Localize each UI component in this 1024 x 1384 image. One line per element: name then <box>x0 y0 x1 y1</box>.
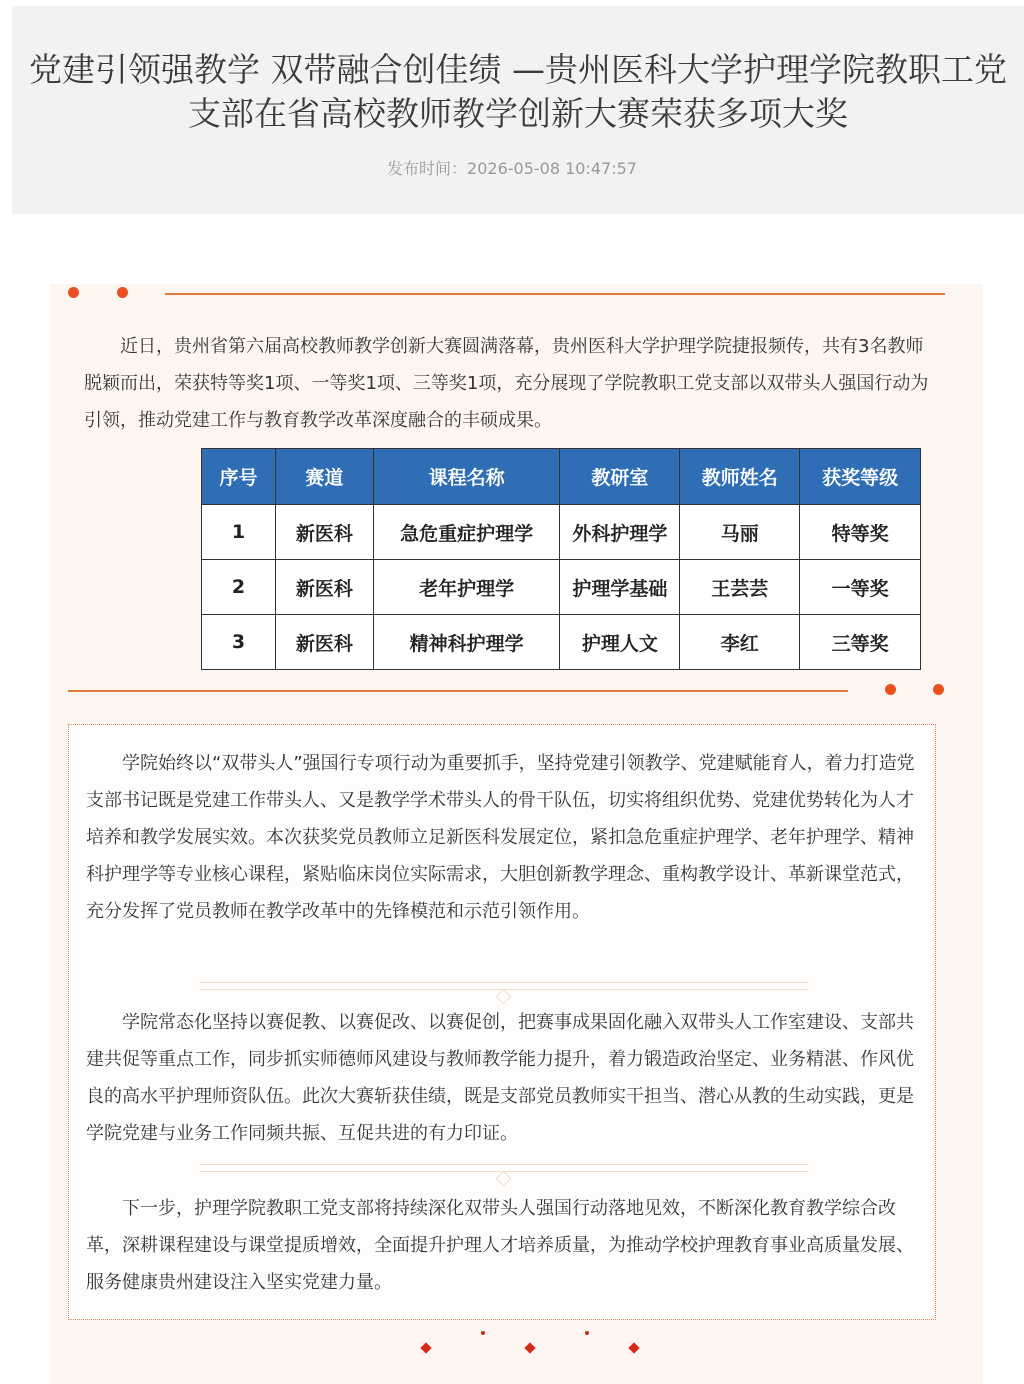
ornament-dot-icon <box>585 1331 589 1335</box>
publish-time-label: 发布时间： <box>387 159 468 178</box>
decor-dot <box>885 684 896 695</box>
article-title: 党建引领强教学 双带融合创佳绩 —贵州医科大学护理学院教职工党支部在省高校教师教学创新大赛荣获多项大奖 <box>29 50 1007 133</box>
table-header-row <box>202 449 921 505</box>
table-cell: 精神科护理学 <box>373 615 560 670</box>
table-row <box>202 560 921 615</box>
table-header-cell: 获奖等级 <box>800 449 921 505</box>
body-paragraph: 下一步，护理学院教职工党支部将持续深化双带头人强国行动落地见效，不断深化教育教学综合改革，深耕课程建设与课堂提质增效，全面提升护理人才培养质量，为推动学校护理教育事业高质量发展、服务健康贵州建设注入坚实党建力量。 <box>86 1198 914 1293</box>
decor-line <box>68 690 848 692</box>
table-row <box>202 615 921 670</box>
table-header-cell: 教师姓名 <box>680 449 800 505</box>
intro-paragraph: 近日，贵州省第六届高校教师教学创新大赛圆满落幕，贵州医科大学护理学院捷报频传，共有3名教师脱颖而出，荣获特等奖1项、一等奖1项、三等奖1项，充分展现了学院教职工党支部以双带头人强国行动为引领，推动党建工作与教育教学改革深度融合的丰硕成果。 <box>84 336 929 431</box>
table-cell: 护理学基础 <box>560 560 680 615</box>
table-cell: 一等奖 <box>800 560 921 615</box>
table-cell: 3 <box>202 615 276 670</box>
table-header-cell: 序号 <box>202 449 276 505</box>
decor-dot <box>68 287 79 298</box>
decor-line <box>165 293 945 295</box>
awards-table <box>201 448 921 670</box>
table-cell: 三等奖 <box>800 615 921 670</box>
body-paragraph: 学院始终以“双带头人”强国行专项行动为重要抓手，坚持党建引领教学、党建赋能育人，着力打造党支部书记既是党建工作带头人、又是教学学术带头人的骨干队伍，切实将组织优势、党建优势转化为人才培养和教学发展实效。本次获奖党员教师立足新医科发展定位，紧扣急危重症护理学、老年护理学、精神科护理学等专业核心课程，紧贴临床岗位实际需求，大胆创新教学理念、重构教学设计、革新课堂范式，充分发挥了党员教师在教学改革中的先锋模范和示范引领作用。 <box>86 753 915 922</box>
table-cell: 1 <box>202 505 276 560</box>
body-paragraph: 学院常态化坚持以赛促教、以赛促改、以赛促创，把赛事成果固化融入双带头人工作室建设、支部共建共促等重点工作，同步抓实师德师风建设与教师教学能力提升，着力锻造政治坚定、业务精湛、作风优良的高水平护理师资队伍。此次大赛斩获佳绩，既是支部党员教师实干担当、潜心从教的生动实践，更是学院党建与业务工作同频共振、互促共进的有力印证。 <box>86 1012 914 1144</box>
table-cell: 特等奖 <box>800 505 921 560</box>
table-cell: 马丽 <box>680 505 800 560</box>
table-cell: 外科护理学 <box>560 505 680 560</box>
table-cell: 急危重症护理学 <box>373 505 560 560</box>
paragraph-separator <box>200 980 808 992</box>
table-row <box>202 505 921 560</box>
table-header-cell: 教研室 <box>560 449 680 505</box>
table-cell: 新医科 <box>275 505 373 560</box>
decor-dot <box>933 684 944 695</box>
publish-time-value: 2026-05-08 10:47:57 <box>467 159 637 178</box>
decor-dot <box>117 287 128 298</box>
ornament-dot-icon <box>481 1331 485 1335</box>
table-cell: 新医科 <box>275 560 373 615</box>
table-header-cell: 赛道 <box>275 449 373 505</box>
paragraph-separator <box>200 1162 808 1174</box>
table-cell: 护理人文 <box>560 615 680 670</box>
table-cell: 新医科 <box>275 615 373 670</box>
table-cell: 2 <box>202 560 276 615</box>
table-cell: 王芸芸 <box>680 560 800 615</box>
table-cell: 李红 <box>680 615 800 670</box>
table-cell: 老年护理学 <box>373 560 560 615</box>
table-header-cell: 课程名称 <box>373 449 560 505</box>
publish-time <box>0 156 1024 179</box>
